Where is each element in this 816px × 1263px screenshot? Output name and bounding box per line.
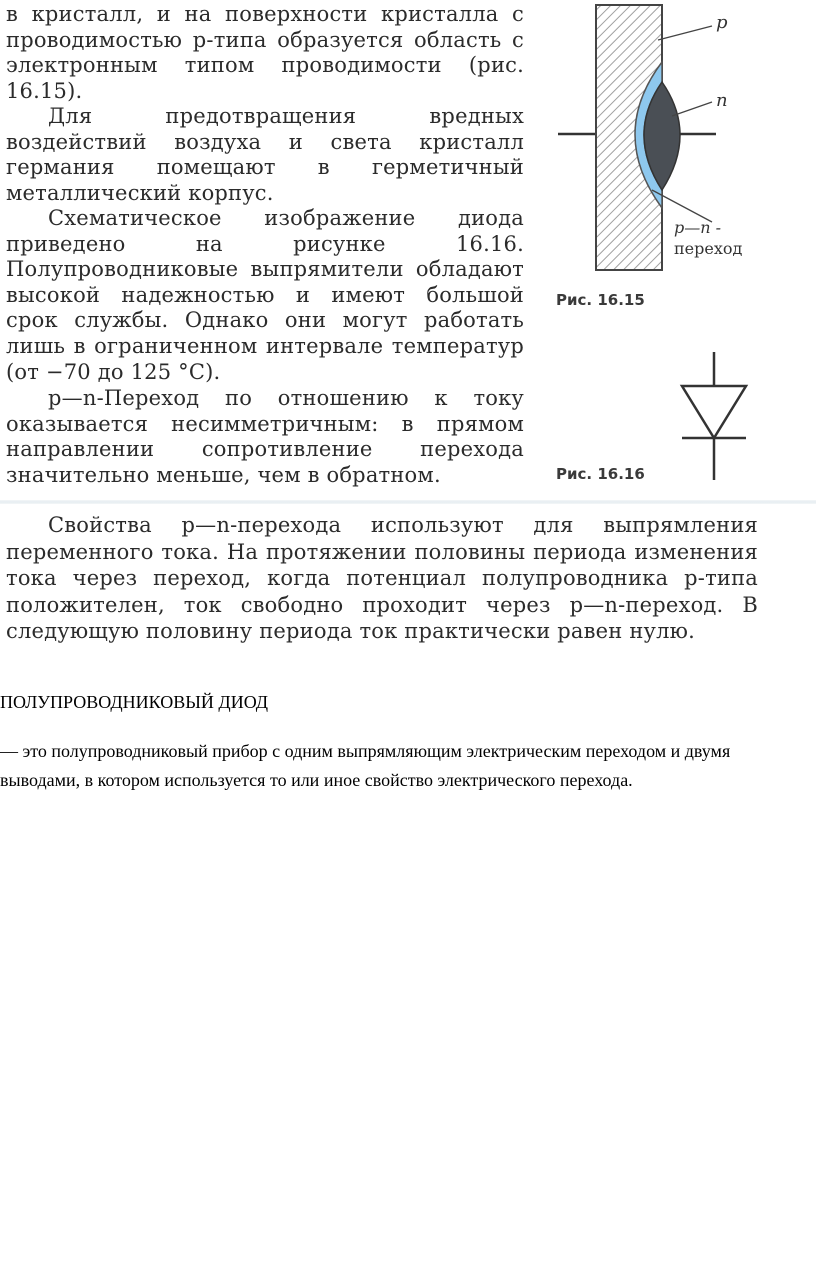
leader-p [658, 26, 712, 40]
label-n: n [716, 90, 728, 111]
paragraph-2: Для предотвращения вредных воздействий воздуха и света кристалл германия помещают в герметичный металлический корпус. [6, 104, 524, 205]
label-junction: переход [674, 239, 743, 258]
section-heading: ПОЛУПРОВОДНИКОВЫЙ ДИОД [0, 692, 269, 712]
caption-16-15: Рис. 16.15 [556, 291, 645, 309]
definition-text: — это полупроводниковый прибор с одним выпрямляющим электрическим переходом и двумя выводами, в котором используется то или иное свойство электрического перехода. [0, 741, 731, 790]
paragraph-1: в кристалл, и на поверхности кристалла с проводимостью p-типа образуется область с электронным типом проводимости (рис. 16.15). [6, 2, 524, 103]
leader-n [672, 102, 712, 116]
label-pn: p—n - [674, 218, 722, 237]
diode-triangle [682, 386, 746, 438]
divider [0, 500, 816, 504]
paragraph-4: p—n-Переход по отношению к току оказывается несимметричным: в прямом направлении сопротивление перехода значительно меньше, чем в обратном. [6, 386, 524, 487]
caption-16-16: Рис. 16.16 [556, 465, 645, 483]
paragraph-5: Свойства p—n-перехода используют для выпрямления переменного тока. На протяжении половины периода изменения тока через переход, когда потенциал полупроводника p-типа положителен, ток свободно проходит через p—n-переход. В следующую половину периода ток практически равен нулю. [6, 513, 758, 644]
label-p: p [716, 12, 728, 33]
paragraph-3: Схематическое изображение диода приведено на рисунке 16.16. Полупроводниковые выпрямители обладают высокой надежностью и имеют большой срок службы. Однако они могут работать лишь в ограниченном интервале температур (от −70 до 125 °С). [6, 206, 524, 384]
figure-16-16-diode-symbol [676, 350, 752, 486]
